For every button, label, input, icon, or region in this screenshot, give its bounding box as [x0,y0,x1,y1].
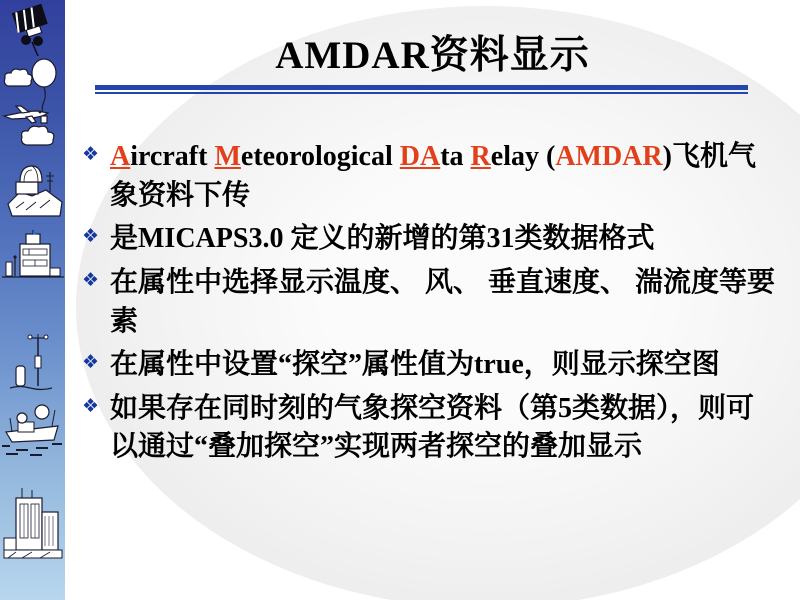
bullet-diamond-icon: ❖ [82,225,100,248]
text-segment: 在属性中设置“探空”属性值为true，则显示探空图 [110,349,720,381]
divider-thick-line [95,85,748,90]
slide-title: AMDAR资料显示 [275,34,590,77]
bullet-item [84,346,778,385]
text-segment: elay ( [490,141,556,172]
divider-thin-line [95,92,748,94]
text-segment: 如果存在同时刻的气象探空资料（第5类数据），则可以通过“叠加探空”实现两者探空的叠加显示 [110,392,755,463]
text-segment: M [214,141,241,172]
text-segment: eteorological [240,141,400,172]
bullet-item [84,264,778,341]
ship-icon [2,398,64,460]
building-icon [2,484,64,566]
bullet-item [84,220,778,259]
bullet-item [84,390,778,467]
cloud-icon [18,122,58,150]
sidebar-artwork [0,0,65,600]
bullet-diamond-icon: ❖ [82,394,100,417]
bullet-list [84,138,778,467]
text-segment: 是MICAPS3.0 定义的新增的第31类数据格式 [110,223,655,255]
instrument-pole-icon [10,330,52,392]
text-segment: )飞机气象资料下传 [110,141,756,211]
text-segment: A [110,141,131,172]
bullet-diamond-icon: ❖ [82,351,100,374]
bullet-diamond-icon: ❖ [82,143,100,165]
text-segment: 在属性中选择显示温度、 风、 垂直速度、 湍流度等要素 [110,266,776,337]
observatory-icon [2,230,64,282]
text-segment: R [470,141,491,172]
title-divider [95,85,748,94]
bullet-item [84,138,778,215]
text-segment: DA [399,141,441,172]
satellite-icon [4,0,62,58]
text-segment: ta [440,141,471,172]
bullet-diamond-icon: ❖ [82,268,100,291]
radar-station-icon [6,158,64,222]
slide-body [84,138,778,472]
text-segment: AMDAR [555,141,663,172]
text-segment: ircraft [130,141,215,172]
